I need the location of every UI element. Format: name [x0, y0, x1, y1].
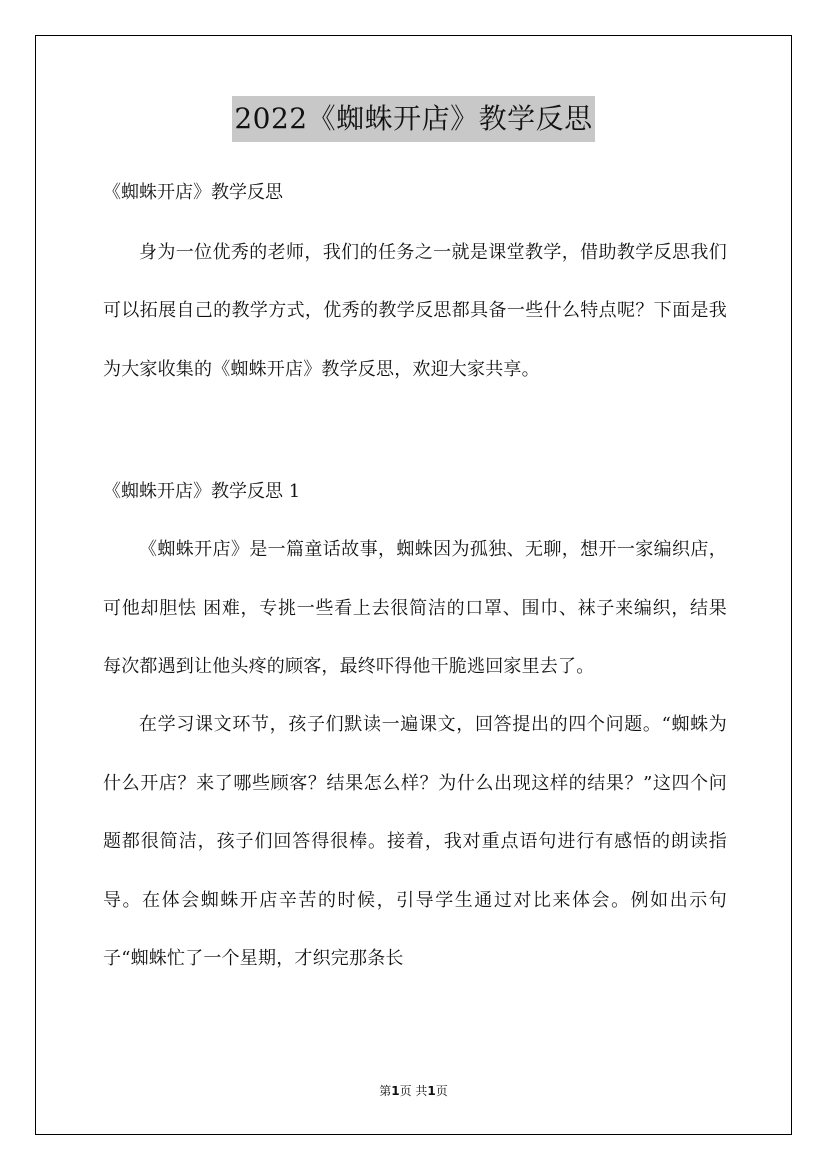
document-title: 2022《蜘蛛开店》教学反思	[232, 96, 594, 142]
footer-page-suffix: 页 共	[399, 1084, 428, 1098]
footer-page-end: 页	[435, 1084, 448, 1098]
footer-page-prefix: 第	[379, 1084, 392, 1098]
body-paragraph-2: 在学习课文环节，孩子们默读一遍课文，回答提出的四个问题。“蜘蛛为什么开店？来了哪些顾客？结果怎么样？为什么出现这样的结果？”这四个问题都很简洁，孩子们回答得很棒。接着，我对重点语句进行有感悟的朗读指导。在体会蜘蛛开店辛苦的时候，引导学生通过对比来体会。例如出示句子“蜘蛛忙了一个星期，才织完那条长	[103, 714, 727, 970]
document-body	[103, 170, 727, 988]
intro-paragraph: 身为一位优秀的老师，我们的任务之一就是课堂教学，借助教学反思我们可以拓展自己的教学方式，优秀的教学反思都具备一些什么特点呢？下面是我为大家收集的《蜘蛛开店》教学反思，欢迎大家共享。	[103, 242, 727, 380]
footer-page-current: 1	[391, 1084, 400, 1098]
page-footer	[0, 1082, 827, 1099]
footer-page-total: 1	[427, 1084, 436, 1098]
section-heading: 《蜘蛛开店》教学反思 1	[103, 481, 301, 503]
document-subtitle: 《蜘蛛开店》教学反思	[103, 182, 283, 203]
body-paragraph-1: 《蜘蛛开店》是一篇童话故事，蜘蛛因为孤独、无聊，想开一家编织店，可他却胆怯 困难，专挑一些看上去很简洁的口罩、围巾、袜子来编织，结果每次都遇到让他头疼的顾客，最终吓得他干脆逃回家里去了。	[103, 539, 727, 678]
title-container	[0, 96, 827, 142]
